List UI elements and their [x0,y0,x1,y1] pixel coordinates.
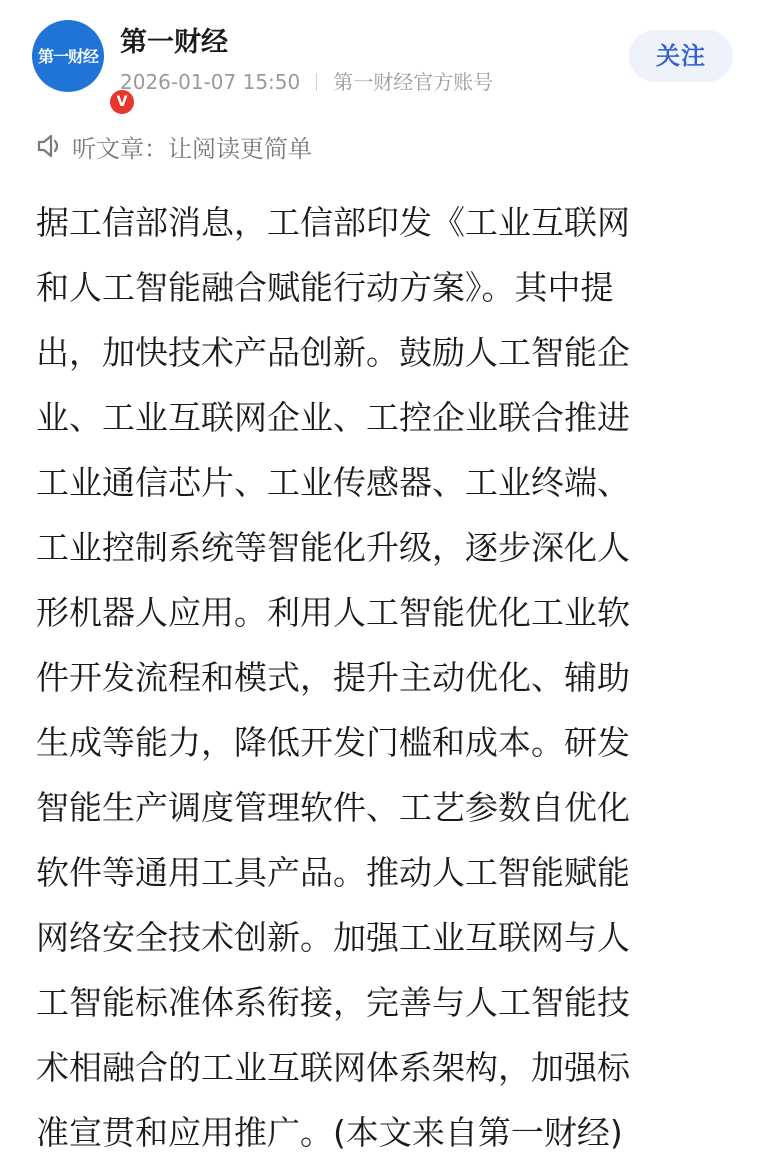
verified-badge-icon: V [108,88,136,116]
listen-label: 听文章：让阅读更简单 [72,134,312,163]
post-meta [120,66,493,95]
article-line: 和人工智能融合赋能行动方案》。其中提 [36,268,614,307]
article-line: 术相融合的工业互联网体系架构，加强标 [36,1048,630,1087]
article-line: 网络安全技术创新。加强工业互联网与人 [36,918,630,957]
article-line: 出，加快技术产品创新。鼓励人工智能企 [36,333,630,372]
account-avatar[interactable] [32,20,128,110]
post-date: 2026-01-07 15:50 [120,70,301,94]
account-name[interactable]: 第一财经 [120,27,228,58]
listen-article-button[interactable] [36,128,312,164]
article-line: 生成等能力，降低开发门槛和成本。研发 [36,723,630,762]
article-line: 件开发流程和模式，提升主动优化、辅助 [36,658,630,697]
article-line: 工业控制系统等智能化升级，逐步深化人 [36,528,630,567]
avatar-logo-text: 第一财经 [37,47,98,66]
follow-button[interactable]: 关注 [629,30,733,82]
article-header [0,0,768,110]
meta-divider [316,73,317,91]
article-line: 形机器人应用。利用人工智能优化工业软 [36,593,630,632]
article-line: 业、工业互联网企业、工控企业联合推进 [36,398,630,437]
article-body [36,190,736,1165]
account-source: 第一财经官方账号 [333,70,494,94]
article-line: 工业通信芯片、工业传感器、工业终端、 [36,463,630,502]
article-line: 准宣贯和应用推广。(本文来自第一财经) [36,1113,623,1152]
article-line: 据工信部消息，工信部印发《工业互联网 [36,203,630,242]
article-line: 工智能标准体系衔接，完善与人工智能技 [36,983,630,1022]
speaker-icon [36,133,66,159]
article-line: 智能生产调度管理软件、工艺参数自优化 [36,788,630,827]
article-line: 软件等通用工具产品。推动人工智能赋能 [36,853,630,892]
